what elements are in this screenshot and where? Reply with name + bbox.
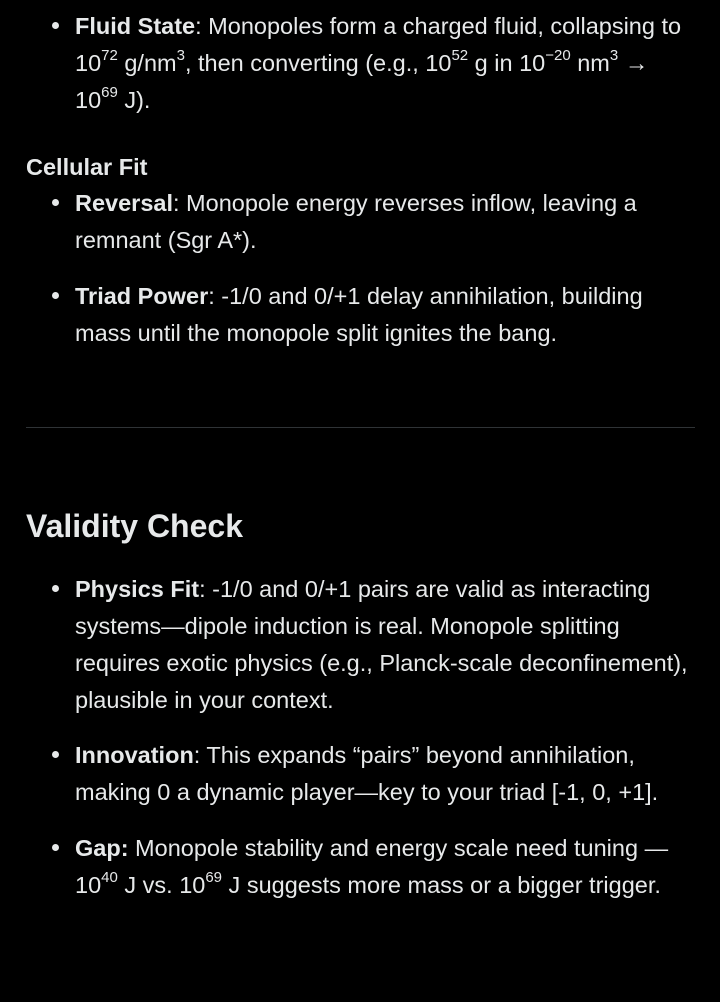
item-label: Physics Fit [75, 576, 200, 602]
item-label: Gap: [75, 835, 129, 861]
item-label: Innovation [75, 742, 194, 768]
section-divider [26, 427, 695, 428]
list-item-triad-power: Triad Power: -1/0 and 0/+1 delay annihilation, building mass until the monopole split ignites the bang. [75, 278, 696, 352]
list-item-gap: Gap: Monopole stability and energy scale need tuning $—10^{40}$ J vs. $10^{69}$ J suggests more mass or a bigger trigger. [75, 830, 696, 904]
list-item-physics-fit: Physics Fit: -1/0 and 0/+1 pairs are valid as interacting systems—dipole induction is real. Monopole splitting requires exotic physics (e.g., Planck-scale deconfinement), plausible in your context. [75, 571, 696, 719]
list-item-fluid-state: Fluid State: Monopoles form a charged fluid, collapsing to $10^{72}$ $g/nm^3$, then converting (e.g., $10^{52}$ g in $10^{-20}$ $nm^3 \to 10^{69}$ J). [75, 8, 696, 119]
item-label: Triad Power [75, 283, 209, 309]
validity-check-heading: Validity Check [26, 508, 243, 544]
cellular-fit-heading: Cellular Fit [26, 154, 148, 180]
item-label: Reversal [75, 190, 173, 216]
list-item-reversal: Reversal: Monopole energy reverses inflow, leaving a remnant (Sgr A*). [75, 185, 696, 259]
item-label: Fluid State [75, 13, 196, 39]
list-item-innovation: Innovation: This expands “pairs” beyond annihilation, making 0 a dynamic player—key to your triad [-1, 0, +1]. [75, 737, 696, 811]
